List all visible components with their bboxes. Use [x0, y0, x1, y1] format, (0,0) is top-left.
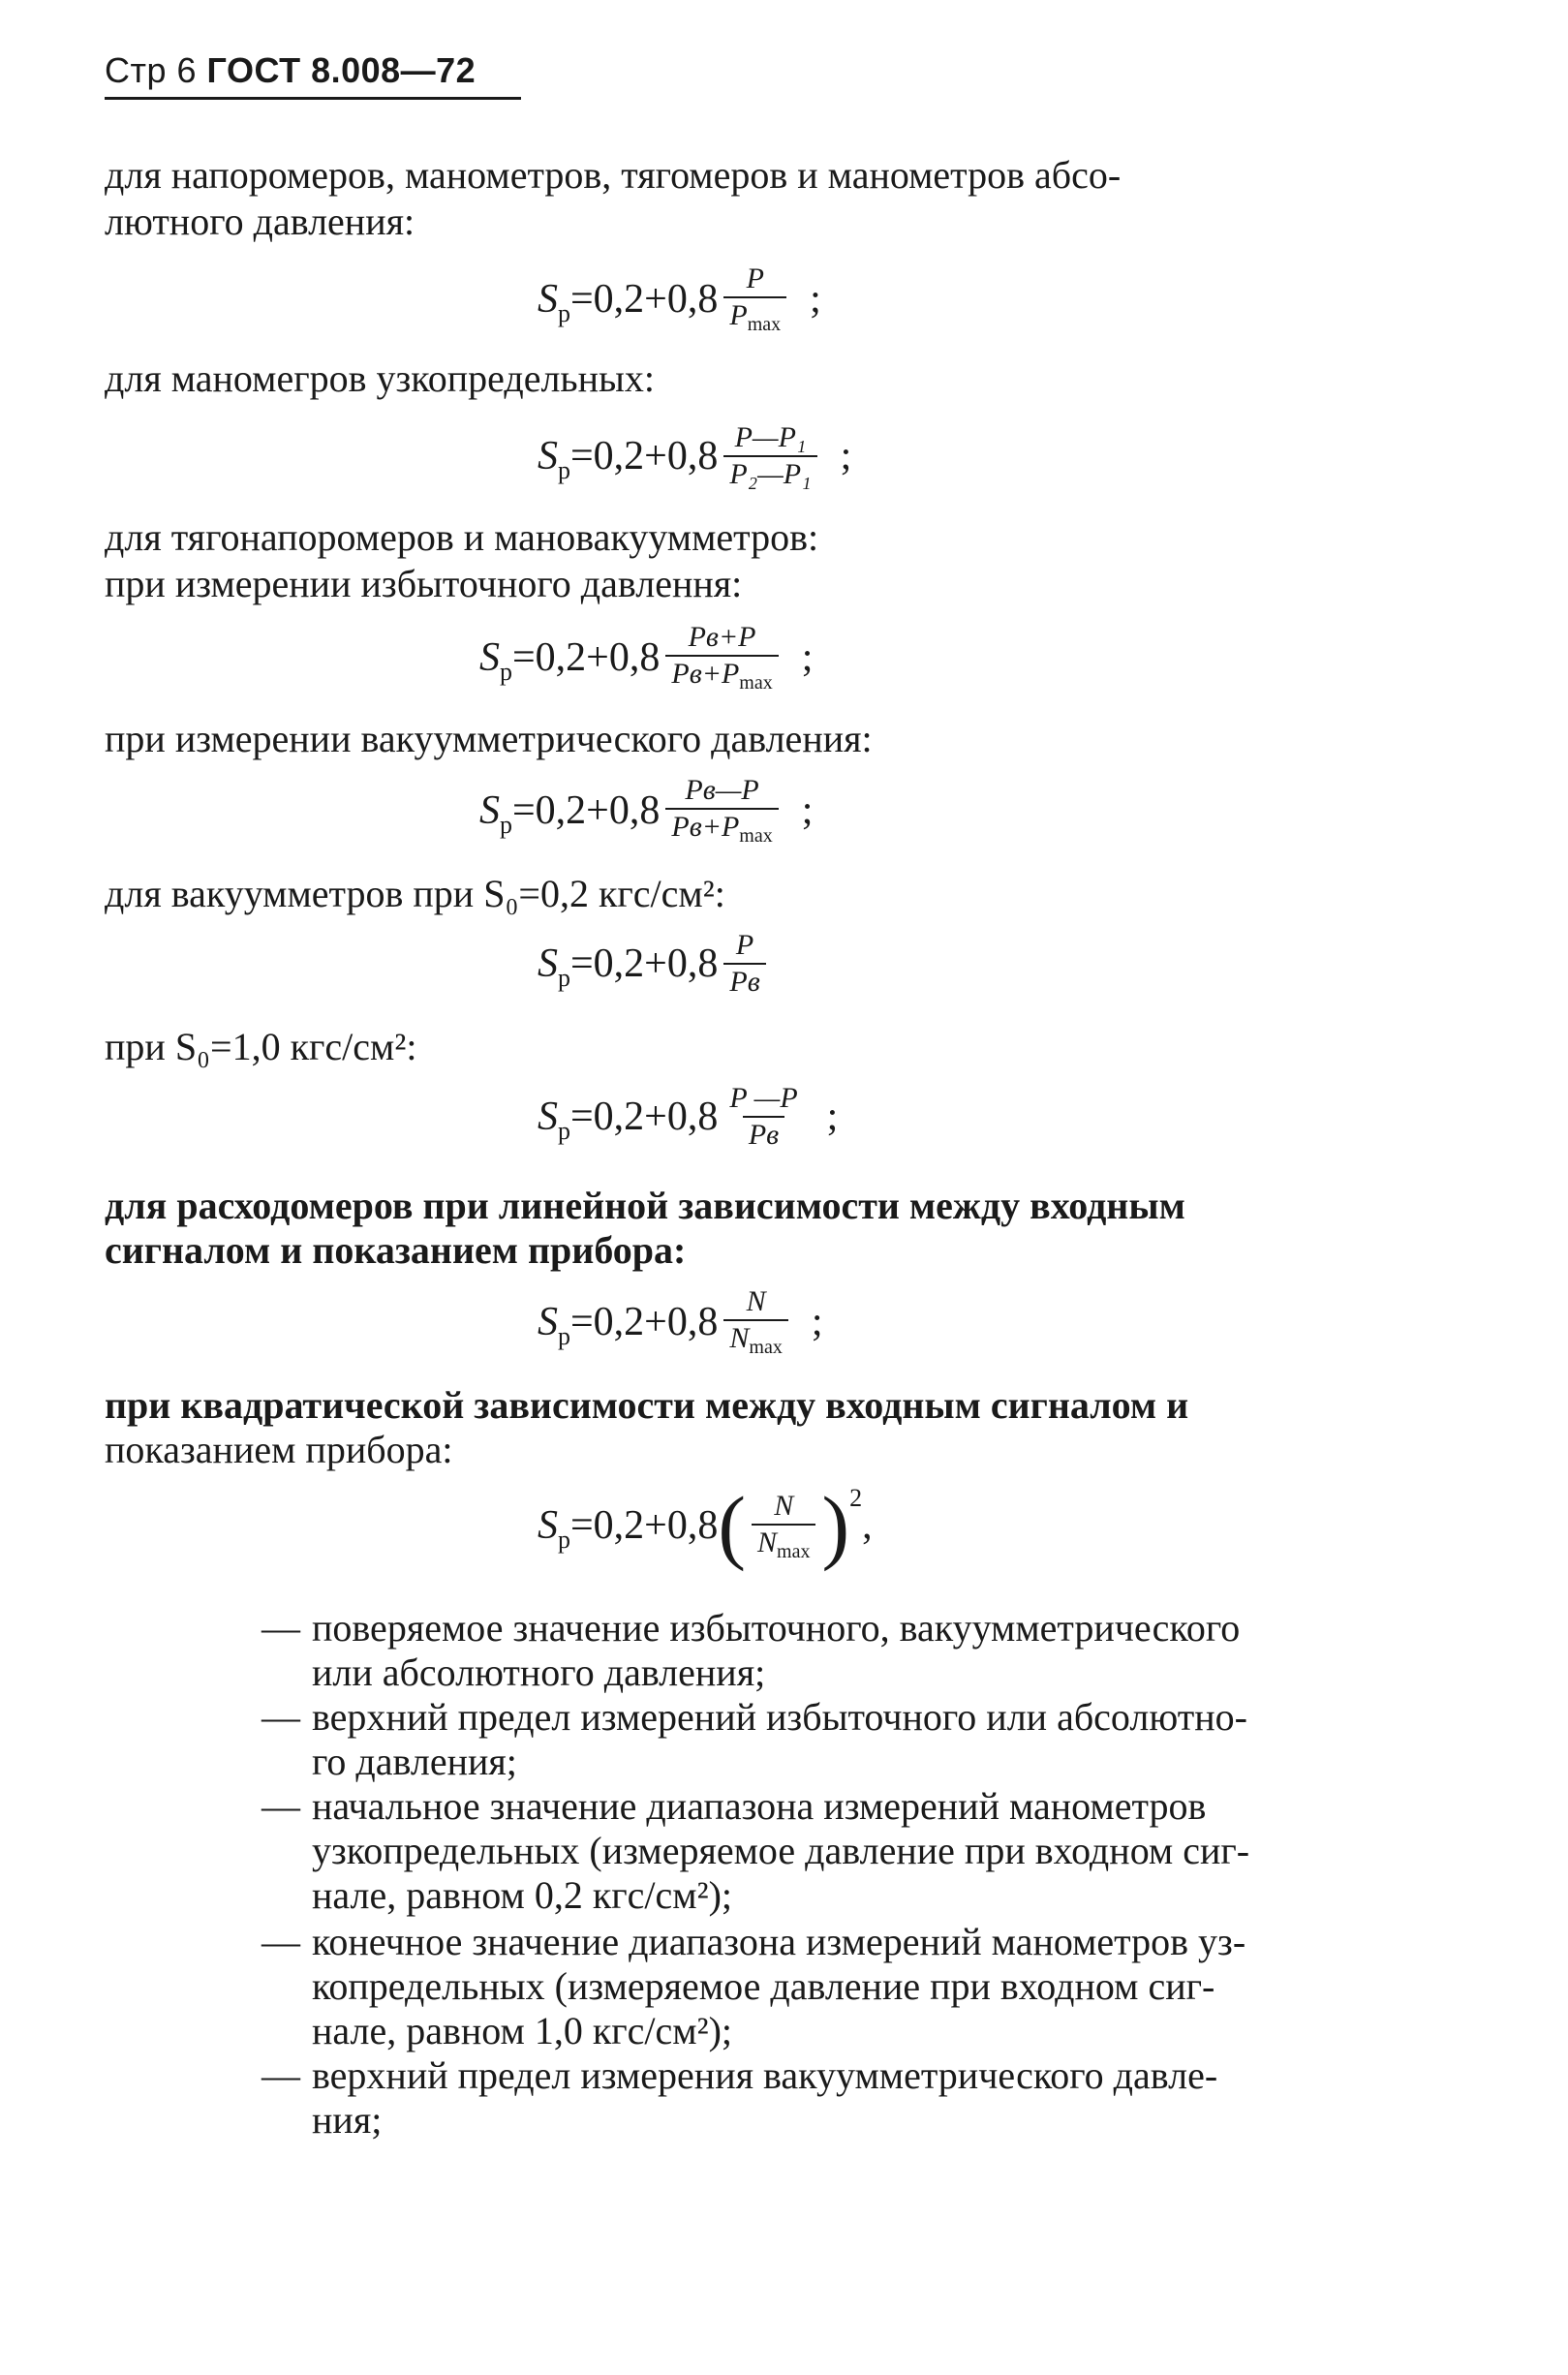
text-line: для напоромеров, манометров, тягомеров и манометров абсо- — [105, 153, 1122, 197]
text-line: лютного давления: — [105, 200, 415, 243]
formula-6: $S_р$ =0,2+0,8 $\frac{P —P}{Pв}$ ; — [538, 1082, 839, 1151]
formula-1 — [538, 263, 821, 334]
definition-dash: — — [261, 2053, 300, 2097]
text-line: для вакуумметров при S₀=0,2 кгс/см²: — [105, 872, 725, 915]
denominator: $P_{max}$ — [723, 296, 786, 334]
formula-2: $S_р$ =0,2+0,8 $\frac{\text{P—P₁}}{\text{P₂—P₁}}$ ; — [538, 421, 852, 490]
definition-text: нале, равном 1,0 кгс/см²); — [312, 2009, 733, 2052]
definition-dash: — — [261, 1606, 300, 1650]
definition-text: конечное значение диапазона измерений манометров уз- — [312, 1920, 1246, 1963]
text-line: для расходомеров при линейной зависимости между входным — [105, 1184, 1185, 1227]
page-number: Стр 6 — [105, 50, 198, 90]
definition-text: или абсолютного давления; — [312, 1650, 766, 1694]
definition-text: узкопредельных (измеряемое давление при входном сиг- — [312, 1829, 1250, 1872]
fraction: $\frac{P}{Pв}$ — [723, 930, 765, 998]
fraction — [723, 263, 786, 334]
rhs-const: =0,2+0,8 — [570, 276, 719, 322]
definition-text: го давления; — [312, 1740, 517, 1783]
text-line: при квадратической зависимости между входным сигналом и — [105, 1383, 1189, 1427]
text-line: для тягонапоромеров и мановакуумметров: — [105, 515, 819, 559]
fraction: $\frac{N}{N_{max}}$ — [752, 1491, 815, 1561]
formula-4: $S_р$ =0,2+0,8 $\frac{Pв—P}{Pв+P_{max}}$ ; — [479, 774, 814, 847]
right-paren: ) — [821, 1479, 850, 1572]
punctuation: ; — [810, 276, 821, 322]
formula-5: $S_р$ =0,2+0,8 $\frac{P}{Pв}$ — [538, 930, 789, 998]
fraction: $\frac{Pв+P}{Pв+P_{max}}$ — [665, 622, 778, 693]
definition-text: поверяемое значение избыточного, вакуумметрического — [312, 1606, 1241, 1650]
formula-7: $S_р$ =0,2+0,8 $\frac{N}{N_{max}}$ ; — [538, 1285, 823, 1358]
standard-code: ГОСТ 8.008—72 — [206, 50, 477, 90]
definition-text: ния; — [312, 2098, 383, 2142]
definition-text: копредельных (измеряемое давление при входном сиг- — [312, 1964, 1215, 2008]
text-line: при измерении избыточного давлення: — [105, 562, 743, 605]
text-line: сигналом и показанием прибора: — [105, 1228, 687, 1272]
formula-3: $S_р$ =0,2+0,8 $\frac{Pв+P}{Pв+P_{max}}$ ; — [479, 621, 814, 694]
definition-dash: — — [261, 1695, 300, 1739]
fraction: $\frac{P —P}{Pв}$ — [729, 1082, 798, 1151]
text-line: для маномегров узкопредельных: — [105, 356, 656, 400]
text-line: показанием прибора: — [105, 1428, 453, 1471]
fraction: $\frac{Pв—P}{Pв+P_{max}}$ — [665, 775, 778, 846]
lhs: $S_р$ — [538, 276, 570, 327]
fraction: $\frac{N}{N_{max}}$ — [723, 1286, 787, 1357]
definition-dash: — — [261, 1920, 300, 1963]
definition-dash: — — [261, 1784, 300, 1828]
definition-text: начальное значение диапазона измерений манометров — [312, 1784, 1207, 1828]
numerator: P — [746, 262, 764, 294]
page-header — [105, 50, 476, 91]
fraction: $\frac{\text{P—P₁}}{\text{P₂—P₁}}$ — [723, 422, 816, 490]
formula-8: $S_р$ =0,2+0,8 ( $\frac{N}{N_{max}}$ ) 2 , — [538, 1479, 873, 1572]
left-paren: ( — [718, 1479, 747, 1572]
definition-text: верхний предел измерений избыточного или абсолютно- — [312, 1695, 1247, 1739]
header-rule — [105, 97, 521, 100]
definition-text: нале, равном 0,2 кгс/см²); — [312, 1873, 733, 1917]
text-line: при S₀=1,0 кгс/см²: — [105, 1025, 417, 1068]
text-line: при измерении вакуумметрического давления: — [105, 717, 873, 760]
exponent: 2 — [849, 1484, 863, 1512]
definition-text: верхний предел измерения вакуумметрического давле- — [312, 2053, 1218, 2097]
